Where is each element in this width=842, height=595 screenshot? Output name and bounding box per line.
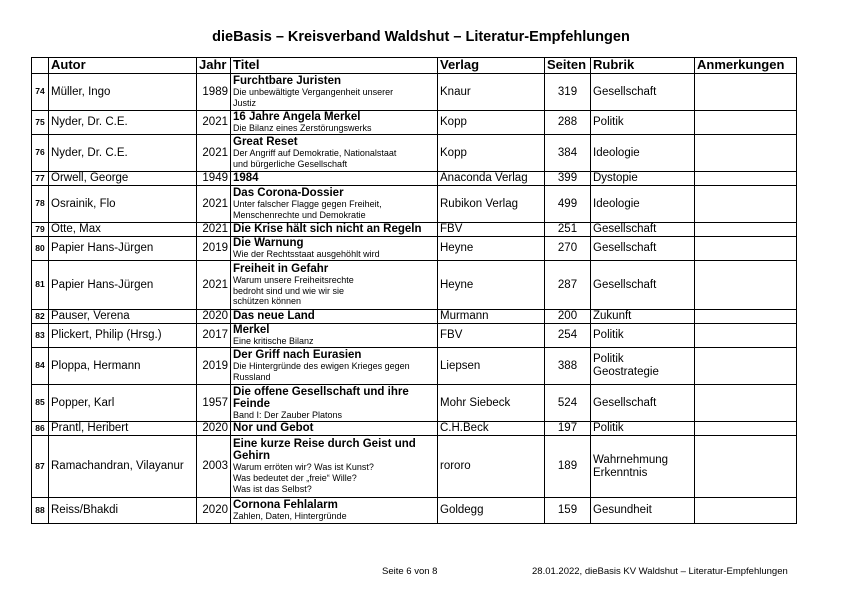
footer-page-number: Seite 6 von 8: [382, 566, 438, 577]
book-title: Das neue Land: [233, 310, 315, 323]
table-row: [32, 348, 797, 385]
notes-cell: [695, 223, 797, 237]
category-cell: [591, 111, 695, 135]
pages-cell: 388: [545, 348, 591, 385]
table-row: [32, 74, 797, 111]
row-number: 79: [32, 223, 49, 237]
row-number: 84: [32, 348, 49, 385]
publisher-cell: FBV: [438, 324, 545, 348]
title-cell: [231, 74, 438, 111]
row-number: 85: [32, 385, 49, 422]
table-row: [32, 498, 797, 524]
notes-cell: [695, 111, 797, 135]
footer-info: 28.01.2022, dieBasis KV Waldshut – Literatur-Empfehlungen: [532, 566, 788, 577]
notes-cell: [695, 135, 797, 172]
year-cell: 2020: [197, 310, 231, 324]
category-cell: [591, 223, 695, 237]
notes-cell: [695, 74, 797, 111]
category-cell: [591, 186, 695, 223]
publisher-cell: Heyne: [438, 261, 545, 310]
table-row: [32, 186, 797, 223]
book-subtitle-line: Warum erröten wir? Was ist Kunst?: [233, 462, 374, 473]
title-cell: [231, 498, 438, 524]
notes-cell: [695, 498, 797, 524]
pages-cell: 159: [545, 498, 591, 524]
book-subtitle-line: Was ist das Selbst?: [233, 483, 312, 494]
publisher-cell: Kopp: [438, 135, 545, 172]
table-row: [32, 385, 797, 422]
publisher-cell: Goldegg: [438, 498, 545, 524]
book-subtitle-line: Russland: [233, 372, 271, 383]
publisher-cell: Mohr Siebeck: [438, 385, 545, 422]
book-title: 1984: [233, 172, 259, 185]
category-cell: [591, 436, 695, 498]
pages-cell: 524: [545, 385, 591, 422]
year-cell: 2021: [197, 186, 231, 223]
book-subtitle-line: Die Bilanz eines Zerstörungswerks: [233, 123, 372, 134]
row-number: 80: [32, 237, 49, 261]
title-cell: [231, 324, 438, 348]
table-row: [32, 223, 797, 237]
row-number: 77: [32, 172, 49, 186]
title-cell: [231, 172, 438, 186]
author-cell: Ramachandran, Vilayanur: [49, 436, 197, 498]
pages-cell: 197: [545, 422, 591, 436]
title-cell: [231, 436, 438, 498]
literature-table: [31, 57, 797, 524]
book-title: Nor und Gebot: [233, 422, 314, 435]
year-cell: 2003: [197, 436, 231, 498]
row-number: 78: [32, 186, 49, 223]
year-cell: 1989: [197, 74, 231, 111]
category-cell: [591, 324, 695, 348]
pages-cell: 270: [545, 237, 591, 261]
book-subtitle-line: Justiz: [233, 98, 257, 109]
category-cell: [591, 135, 695, 172]
pages-cell: 251: [545, 223, 591, 237]
year-cell: 1949: [197, 172, 231, 186]
category-line: Gesellschaft: [593, 278, 657, 291]
notes-cell: [695, 261, 797, 310]
notes-cell: [695, 348, 797, 385]
notes-cell: [695, 436, 797, 498]
publisher-cell: Heyne: [438, 237, 545, 261]
publisher-cell: Rubikon Verlag: [438, 186, 545, 223]
header-anmerkungen: Anmerkungen: [695, 58, 797, 74]
category-line: Ideologie: [593, 146, 640, 159]
notes-cell: [695, 324, 797, 348]
pages-cell: 319: [545, 74, 591, 111]
publisher-cell: Knaur: [438, 74, 545, 111]
category-line: Politik: [593, 329, 624, 342]
book-title: Die offene Gesellschaft und ihre Feinde: [233, 385, 409, 410]
row-number: 76: [32, 135, 49, 172]
book-subtitle-line: Zahlen, Daten, Hintergründe: [233, 511, 347, 522]
author-cell: Ploppa, Hermann: [49, 348, 197, 385]
pages-cell: 384: [545, 135, 591, 172]
author-cell: Osrainik, Flo: [49, 186, 197, 223]
publisher-cell: Kopp: [438, 111, 545, 135]
header-autor: Autor: [49, 58, 197, 74]
book-title: Das Corona-Dossier: [233, 187, 344, 200]
category-line: Gesellschaft: [593, 242, 657, 255]
book-subtitle-line: Der Angriff auf Demokratie, Nationalstaat: [233, 148, 397, 159]
book-subtitle-line: Die Hintergründe des ewigen Krieges gegen: [233, 361, 410, 372]
table-row: [32, 310, 797, 324]
year-cell: 2021: [197, 223, 231, 237]
book-title: Eine kurze Reise durch Geist und Gehirn: [233, 438, 416, 463]
book-title: Die Krise hält sich nicht an Regeln: [233, 223, 422, 236]
notes-cell: [695, 237, 797, 261]
category-line: Wahrnehmung: [593, 453, 669, 466]
year-cell: 2021: [197, 135, 231, 172]
header-titel: Titel: [231, 58, 438, 74]
table-row: [32, 111, 797, 135]
book-subtitle-line: Was bedeutet der „freie“ Wille?: [233, 473, 357, 484]
author-cell: Pauser, Verena: [49, 310, 197, 324]
author-cell: Plickert, Philip (Hrsg.): [49, 324, 197, 348]
author-cell: Orwell, George: [49, 172, 197, 186]
category-cell: [591, 261, 695, 310]
book-subtitle-line: Eine kritische Bilanz: [233, 336, 314, 347]
header-jahr: Jahr: [197, 58, 231, 74]
category-cell: [591, 348, 695, 385]
publisher-cell: FBV: [438, 223, 545, 237]
book-subtitle-line: Unter falscher Flagge gegen Freiheit,: [233, 199, 382, 210]
author-cell: Nyder, Dr. C.E.: [49, 111, 197, 135]
book-title: Freiheit in Gefahr: [233, 262, 329, 275]
table-header-row: [32, 58, 797, 74]
title-cell: [231, 310, 438, 324]
notes-cell: [695, 172, 797, 186]
category-line: Ideologie: [593, 197, 640, 210]
author-cell: Nyder, Dr. C.E.: [49, 135, 197, 172]
category-line: Dystopie: [593, 172, 638, 185]
author-cell: Papier Hans-Jürgen: [49, 237, 197, 261]
title-cell: [231, 385, 438, 422]
category-cell: [591, 422, 695, 436]
publisher-cell: Anaconda Verlag: [438, 172, 545, 186]
category-line: Gesellschaft: [593, 396, 657, 409]
category-line: Gesellschaft: [593, 223, 657, 236]
table-row: [32, 172, 797, 186]
page-title: dieBasis – Kreisverband Waldshut – Literatur-Empfehlungen: [212, 29, 630, 45]
book-subtitle-line: Die unbewältigte Vergangenheit unserer: [233, 87, 394, 98]
table-row: [32, 324, 797, 348]
title-cell: [231, 223, 438, 237]
book-subtitle-line: Menschenrechte und Demokratie: [233, 210, 366, 221]
year-cell: 2019: [197, 348, 231, 385]
book-subtitle-line: Warum unsere Freiheitsrechte: [233, 274, 354, 285]
row-number: 82: [32, 310, 49, 324]
row-number: 81: [32, 261, 49, 310]
category-cell: [591, 172, 695, 186]
header-nr: [32, 58, 49, 74]
category-cell: [591, 74, 695, 111]
year-cell: 2019: [197, 237, 231, 261]
pages-cell: 287: [545, 261, 591, 310]
table-row: [32, 237, 797, 261]
book-title: Merkel: [233, 324, 270, 337]
author-cell: Reiss/Bhakdi: [49, 498, 197, 524]
notes-cell: [695, 422, 797, 436]
header-rubrik: Rubrik: [591, 58, 695, 74]
book-subtitle-line: bedroht sind und wie wir sie: [233, 285, 345, 296]
notes-cell: [695, 385, 797, 422]
publisher-cell: C.H.Beck: [438, 422, 545, 436]
book-subtitle-line: Wie der Rechtsstaat ausgehöhlt wird: [233, 249, 380, 260]
publisher-cell: rororo: [438, 436, 545, 498]
title-cell: [231, 422, 438, 436]
header-seiten: Seiten: [545, 58, 591, 74]
row-number: 86: [32, 422, 49, 436]
title-cell: [231, 237, 438, 261]
author-cell: Papier Hans-Jürgen: [49, 261, 197, 310]
table-row: [32, 261, 797, 310]
book-title: Der Griff nach Eurasien: [233, 349, 362, 362]
title-cell: [231, 186, 438, 223]
pages-cell: 399: [545, 172, 591, 186]
category-cell: [591, 498, 695, 524]
table-row: [32, 135, 797, 172]
category-line: Zukunft: [593, 310, 632, 323]
row-number: 83: [32, 324, 49, 348]
title-cell: [231, 135, 438, 172]
title-cell: [231, 111, 438, 135]
year-cell: 1957: [197, 385, 231, 422]
book-title: Die Warnung: [233, 237, 304, 250]
publisher-cell: Liepsen: [438, 348, 545, 385]
pages-cell: 200: [545, 310, 591, 324]
book-title: 16 Jahre Angela Merkel: [233, 111, 361, 124]
book-title: Cornona Fehlalarm: [233, 499, 338, 512]
row-number: 87: [32, 436, 49, 498]
category-line: Politik: [593, 116, 624, 129]
row-number: 75: [32, 111, 49, 135]
book-subtitle-line: und bürgerliche Gesellschaft: [233, 159, 348, 170]
book-subtitle-line: schützen können: [233, 296, 302, 307]
category-cell: [591, 310, 695, 324]
year-cell: 2017: [197, 324, 231, 348]
year-cell: 2021: [197, 111, 231, 135]
notes-cell: [695, 186, 797, 223]
table-row: [32, 422, 797, 436]
header-verlag: Verlag: [438, 58, 545, 74]
category-line: Politik: [593, 422, 624, 435]
author-cell: Popper, Karl: [49, 385, 197, 422]
category-line: Politik: [593, 353, 624, 366]
category-line: Gesundheit: [593, 504, 652, 517]
author-cell: Otte, Max: [49, 223, 197, 237]
publisher-cell: Murmann: [438, 310, 545, 324]
notes-cell: [695, 310, 797, 324]
pages-cell: 189: [545, 436, 591, 498]
title-cell: [231, 348, 438, 385]
row-number: 74: [32, 74, 49, 111]
author-cell: Müller, Ingo: [49, 74, 197, 111]
book-title: Furchtbare Juristen: [233, 75, 341, 88]
category-line: Geostrategie: [593, 366, 659, 378]
category-cell: [591, 385, 695, 422]
table-row: [32, 436, 797, 498]
title-cell: [231, 261, 438, 310]
category-line: Erkenntnis: [593, 466, 648, 479]
year-cell: 2021: [197, 261, 231, 310]
category-line: Gesellschaft: [593, 85, 657, 98]
year-cell: 2020: [197, 422, 231, 436]
pages-cell: 254: [545, 324, 591, 348]
category-cell: [591, 237, 695, 261]
row-number: 88: [32, 498, 49, 524]
book-subtitle-line: Band I: Der Zauber Platons: [233, 409, 343, 420]
pages-cell: 288: [545, 111, 591, 135]
author-cell: Prantl, Heribert: [49, 422, 197, 436]
year-cell: 2020: [197, 498, 231, 524]
book-title: Great Reset: [233, 136, 298, 149]
table-body: [32, 74, 797, 524]
pages-cell: 499: [545, 186, 591, 223]
